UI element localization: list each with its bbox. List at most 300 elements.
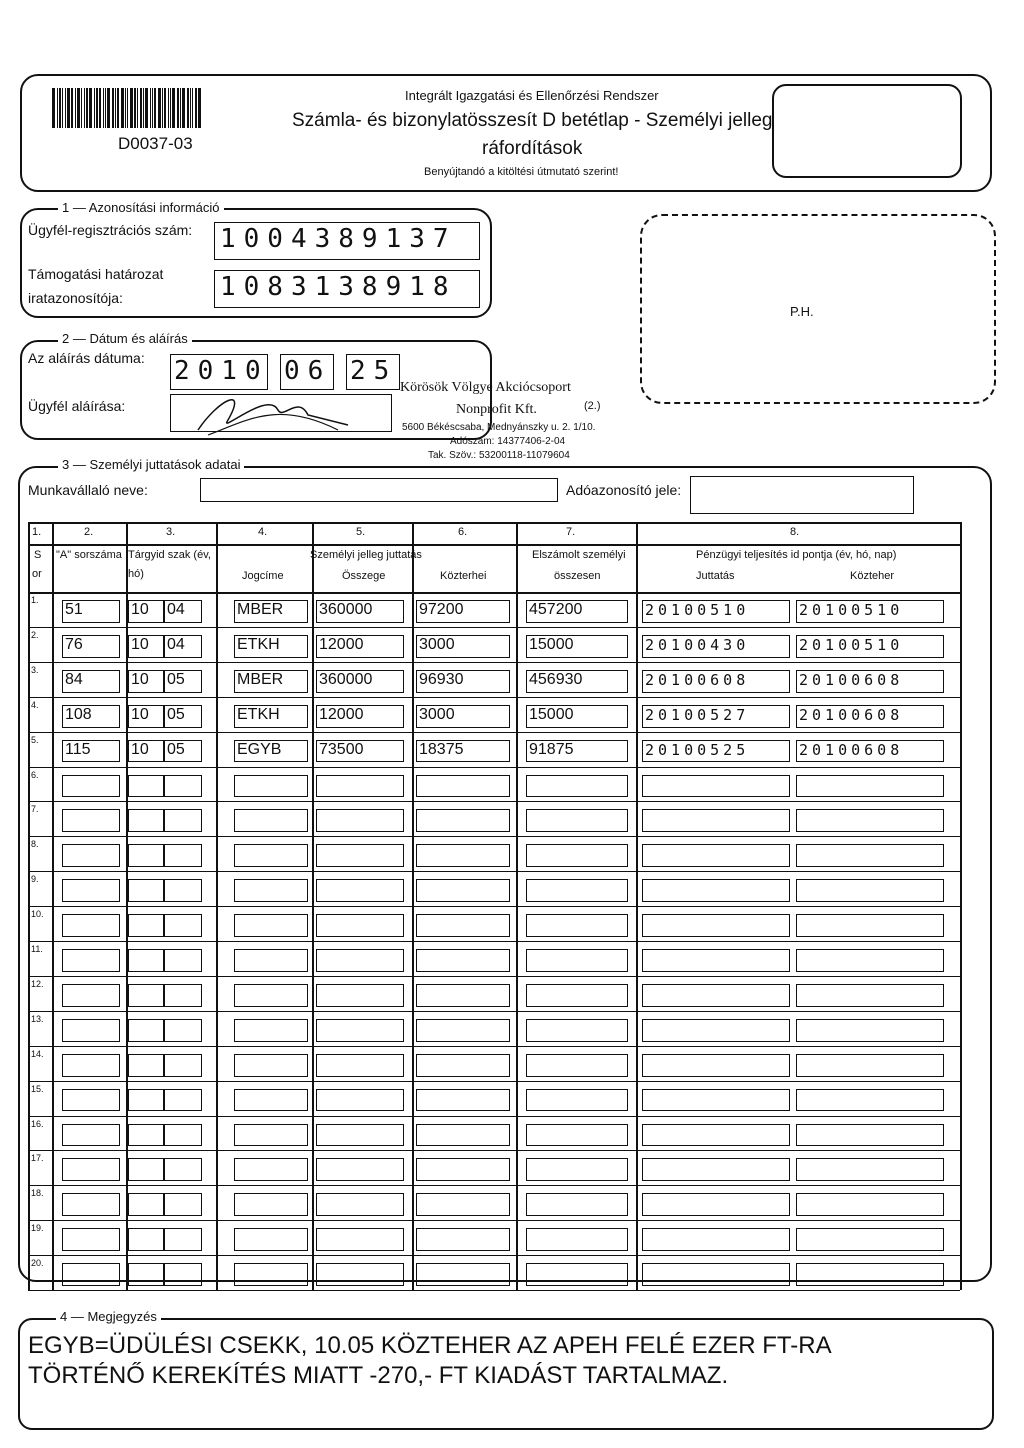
- stamp-line4: Adószám: 14377406-2-04: [450, 436, 566, 447]
- cell-value-m: 05: [167, 705, 185, 723]
- table-cell-elsz[interactable]: [526, 844, 628, 867]
- row-number: 10.: [31, 909, 44, 920]
- column-number: 1.: [32, 526, 42, 538]
- table-date-kd[interactable]: [796, 775, 944, 798]
- table-cell-m[interactable]: [164, 1054, 202, 1077]
- table-cell-ossz[interactable]: [316, 1124, 404, 1147]
- signature-scribble: [188, 380, 358, 440]
- barcode-bar: [94, 88, 95, 128]
- table-cell-y[interactable]: [128, 809, 164, 832]
- barcode-bar: [195, 88, 197, 128]
- remark-line1: EGYB=ÜDÜLÉSI CSEKK, 10.05 KÖZTEHER AZ APEH FELÉ EZER FT-RA: [28, 1332, 832, 1359]
- cell-value-koz: 96930: [419, 670, 464, 688]
- barcode-bar: [158, 88, 161, 128]
- table-cell-elsz[interactable]: [526, 879, 628, 902]
- table-date-kd[interactable]: [796, 1054, 944, 1077]
- cell-value-koz: 18375: [419, 740, 464, 758]
- table-cell-koz[interactable]: [416, 1228, 510, 1251]
- barcode-bar: [168, 88, 169, 128]
- table-cell-koz[interactable]: [416, 1158, 510, 1181]
- barcode-bar: [65, 88, 66, 128]
- table-date-jd[interactable]: [642, 809, 790, 832]
- table-cell-y[interactable]: [128, 1019, 164, 1042]
- table-cell-elsz[interactable]: [526, 1193, 628, 1216]
- table-cell-m[interactable]: [164, 844, 202, 867]
- date-year-value: 2010: [174, 356, 269, 386]
- table-cell-koz[interactable]: [416, 809, 510, 832]
- table-cell-elsz[interactable]: [526, 1054, 628, 1077]
- cell-value-ossz: 12000: [319, 705, 364, 723]
- table-date-kd[interactable]: [796, 1158, 944, 1181]
- barcode-bar: [89, 88, 92, 128]
- table-date-jd[interactable]: [642, 949, 790, 972]
- table-cell-m[interactable]: [164, 1193, 202, 1216]
- barcode-bar: [150, 88, 151, 128]
- row-number: 9.: [31, 874, 39, 885]
- table-cell-m[interactable]: [164, 949, 202, 972]
- barcode-bar: [130, 88, 133, 128]
- column-number: 5.: [356, 526, 366, 538]
- table-col-line: [960, 522, 962, 1290]
- cell-value-y: 10: [131, 601, 149, 618]
- tax-id-label: Adóazonosító jele:: [566, 482, 682, 498]
- table-cell-a[interactable]: [62, 775, 120, 798]
- row-number: 20.: [31, 1258, 44, 1269]
- date-value-jd: 20100525: [645, 740, 750, 759]
- barcode-bar: [125, 88, 126, 128]
- table-cell-m[interactable]: [164, 1263, 202, 1286]
- stamp-box-label: P.H.: [790, 304, 814, 319]
- table-cell-koz[interactable]: [416, 1019, 510, 1042]
- table-date-kd[interactable]: [796, 1263, 944, 1286]
- column-header-penzugyi: Pénzügyi teljesítés id pontja (év, hó, nap): [696, 549, 897, 561]
- table-cell-a[interactable]: [62, 844, 120, 867]
- row-number: 8.: [31, 839, 39, 850]
- table-cell-y[interactable]: [128, 984, 164, 1007]
- table-cell-y[interactable]: [128, 1228, 164, 1251]
- row-number: 6.: [31, 769, 39, 780]
- column-header-jogcime: Jogcíme: [242, 570, 284, 582]
- column-header-targyid_2: hó): [128, 568, 144, 580]
- barcode-bar: [117, 88, 119, 128]
- row-number: 2.: [31, 629, 39, 640]
- table-cell-jog[interactable]: [234, 1089, 308, 1112]
- column-header-kozteher: Közteher: [850, 570, 895, 582]
- table-cell-y[interactable]: [128, 879, 164, 902]
- table-cell-ossz[interactable]: [316, 984, 404, 1007]
- cell-value-ossz: 73500: [319, 740, 364, 758]
- cell-value-y: 10: [131, 670, 149, 688]
- table-cell-a[interactable]: [62, 879, 120, 902]
- table-cell-koz[interactable]: [416, 844, 510, 867]
- remark-line2: TÖRTÉNŐ KEREKÍTÉS MIATT -270,- FT KIADÁST TARTALMAZ.: [28, 1362, 729, 1389]
- stamp-line1: Körösök Völgye Akciócsoport: [400, 380, 571, 395]
- barcode-bar: [187, 88, 189, 128]
- table-cell-a[interactable]: [62, 1089, 120, 1112]
- barcode-bar: [67, 88, 70, 128]
- cell-value-koz: 3000: [419, 635, 455, 653]
- table-cell-elsz[interactable]: [526, 775, 628, 798]
- barcode: [52, 88, 262, 128]
- table-cell-ossz[interactable]: [316, 1089, 404, 1112]
- date-value-jd: 20100527: [645, 705, 750, 724]
- table-cell-ossz[interactable]: [316, 1228, 404, 1251]
- cell-value-a: 84: [65, 670, 83, 688]
- table-row-line: [28, 941, 960, 942]
- cell-value-jog: EGYB: [237, 740, 282, 758]
- decision-id-value: 1083138918: [220, 272, 457, 302]
- table-cell-elsz[interactable]: [526, 1158, 628, 1181]
- table-cell-elsz[interactable]: [526, 1019, 628, 1042]
- table-cell-elsz[interactable]: [526, 809, 628, 832]
- table-cell-koz[interactable]: [416, 1054, 510, 1077]
- table-cell-ossz[interactable]: [316, 879, 404, 902]
- barcode-bar: [192, 88, 193, 128]
- table-cell-y[interactable]: [128, 914, 164, 937]
- table-cell-koz[interactable]: [416, 914, 510, 937]
- table-cell-jog[interactable]: [234, 914, 308, 937]
- cell-value-m: 05: [167, 740, 185, 758]
- row-number: 5.: [31, 734, 39, 745]
- table-cell-m[interactable]: [164, 809, 202, 832]
- barcode-bar: [145, 88, 148, 128]
- table-cell-m[interactable]: [164, 1228, 202, 1251]
- barcode-bar: [103, 88, 104, 128]
- table-cell-elsz[interactable]: [526, 1228, 628, 1251]
- column-header-kozterhei: Közterhei: [440, 570, 487, 582]
- table-row-line: [28, 627, 960, 628]
- barcode-bar: [182, 88, 185, 128]
- column-number: 8.: [790, 526, 800, 538]
- table-date-jd[interactable]: [642, 1228, 790, 1251]
- cell-value-elsz: 456930: [529, 670, 583, 688]
- column-header-sorszam_b: or: [32, 568, 42, 580]
- date-value-kd: 20100510: [799, 601, 904, 619]
- table-cell-jog[interactable]: [234, 879, 308, 902]
- table-date-kd[interactable]: [796, 879, 944, 902]
- table-row-line: [28, 1150, 960, 1151]
- cell-value-jog: ETKH: [237, 705, 280, 723]
- barcode-bar: [198, 88, 201, 128]
- table-cell-jog[interactable]: [234, 1158, 308, 1181]
- table-cell-y[interactable]: [128, 1263, 164, 1286]
- table-row-line: [28, 732, 960, 733]
- table-cell-jog[interactable]: [234, 844, 308, 867]
- cell-value-y: 10: [131, 705, 149, 723]
- table-row-line: [28, 697, 960, 698]
- date-value-kd: 20100608: [799, 670, 904, 689]
- barcode-bar: [177, 88, 179, 128]
- stamp-line2b: (2.): [584, 400, 601, 412]
- barcode-bar: [84, 88, 85, 128]
- table-row-line: [28, 976, 960, 977]
- row-number: 13.: [31, 1013, 44, 1024]
- section3-legend: 3 — Személyi juttatások adatai: [58, 457, 244, 472]
- table-cell-ossz[interactable]: [316, 914, 404, 937]
- table-date-kd[interactable]: [796, 1019, 944, 1042]
- table-date-kd[interactable]: [796, 1124, 944, 1147]
- table-date-jd[interactable]: [642, 1019, 790, 1042]
- table-cell-y[interactable]: [128, 1158, 164, 1181]
- table-cell-a[interactable]: [62, 1193, 120, 1216]
- cell-value-y: 10: [131, 740, 149, 758]
- cell-value-elsz: 15000: [529, 635, 574, 653]
- cell-value-m: 04: [167, 635, 185, 653]
- date-value-kd: 20100510: [799, 635, 904, 654]
- date-value-jd: 20100430: [645, 635, 750, 654]
- table-cell-m[interactable]: [164, 914, 202, 937]
- table-cell-elsz[interactable]: [526, 1089, 628, 1112]
- barcode-bar: [96, 88, 98, 128]
- table-cell-y[interactable]: [128, 775, 164, 798]
- column-number: 7.: [566, 526, 576, 538]
- table-cell-m[interactable]: [164, 1158, 202, 1181]
- table-row-line: [28, 1185, 960, 1186]
- table-date-kd[interactable]: [796, 1193, 944, 1216]
- table-cell-jog[interactable]: [234, 1228, 308, 1251]
- cell-value-elsz: 91875: [529, 740, 574, 758]
- table-date-kd[interactable]: [796, 1089, 944, 1112]
- barcode-bar: [75, 88, 76, 128]
- table-cell-jog[interactable]: [234, 1124, 308, 1147]
- barcode-bar: [105, 88, 106, 128]
- table-row-line: [28, 1220, 960, 1221]
- column-number: 3.: [166, 526, 176, 538]
- cell-value-elsz: 457200: [529, 601, 583, 618]
- cell-value-jog: ETKH: [237, 635, 280, 653]
- table-cell-m[interactable]: [164, 879, 202, 902]
- column-header-targyid_1: Tárgyid szak (év,: [128, 549, 211, 561]
- table-date-jd[interactable]: [642, 1124, 790, 1147]
- row-number: 17.: [31, 1153, 44, 1164]
- table-cell-elsz[interactable]: [526, 914, 628, 937]
- section1-legend: 1 — Azonosítási információ: [58, 200, 224, 215]
- cell-value-a: 115: [65, 740, 91, 758]
- table-cell-koz[interactable]: [416, 984, 510, 1007]
- date-day-value: 25: [350, 356, 398, 386]
- table-cell-a[interactable]: [62, 1158, 120, 1181]
- table-date-jd[interactable]: [642, 1158, 790, 1181]
- table-row-line: [28, 522, 960, 524]
- client-id-label: Ügyfél-regisztrációs szám:: [28, 222, 193, 238]
- table-cell-ossz[interactable]: [316, 1019, 404, 1042]
- row-number: 7.: [31, 804, 39, 815]
- table-cell-a[interactable]: [62, 1124, 120, 1147]
- barcode-bar: [77, 88, 80, 128]
- table-cell-ossz[interactable]: [316, 775, 404, 798]
- table-date-jd[interactable]: [642, 1089, 790, 1112]
- barcode-bar: [143, 88, 144, 128]
- table-cell-ossz[interactable]: [316, 1263, 404, 1286]
- barcode-bar: [59, 88, 61, 128]
- cell-value-y: 10: [131, 635, 149, 653]
- table-cell-m[interactable]: [164, 1089, 202, 1112]
- table-row-line: [28, 662, 960, 663]
- table-cell-y[interactable]: [128, 1054, 164, 1077]
- cell-value-koz: 3000: [419, 705, 455, 723]
- date-value-kd: 20100608: [799, 740, 904, 759]
- table-cell-ossz[interactable]: [316, 1158, 404, 1181]
- stamp-line3: 5600 Békéscsaba, Mednyánszky u. 2. 1/10.: [402, 422, 596, 433]
- date-value-jd: 20100510: [645, 601, 750, 619]
- section2-legend: 2 — Dátum és aláírás: [58, 331, 192, 346]
- decision-label-1: Támogatási határozat: [28, 266, 164, 282]
- table-cell-m[interactable]: [164, 984, 202, 1007]
- row-number: 15.: [31, 1083, 44, 1094]
- table-cell-jog[interactable]: [234, 1193, 308, 1216]
- table-cell-elsz[interactable]: [526, 984, 628, 1007]
- table-row-line: [28, 871, 960, 872]
- column-number: 4.: [258, 526, 268, 538]
- table-cell-y[interactable]: [128, 1193, 164, 1216]
- table-cell-a[interactable]: [62, 984, 120, 1007]
- barcode-bar: [127, 88, 128, 128]
- signature-label: Ügyfél aláírása:: [28, 398, 126, 414]
- table-date-jd[interactable]: [642, 1193, 790, 1216]
- table-row-line: [28, 801, 960, 802]
- table-date-kd[interactable]: [796, 844, 944, 867]
- table-cell-a[interactable]: [62, 1228, 120, 1251]
- row-number: 1.: [31, 595, 39, 605]
- barcode-bar: [71, 88, 73, 128]
- table-cell-ossz[interactable]: [316, 844, 404, 867]
- table-cell-elsz[interactable]: [526, 949, 628, 972]
- table-cell-y[interactable]: [128, 1089, 164, 1112]
- row-number: 16.: [31, 1118, 44, 1129]
- table-date-kd[interactable]: [796, 949, 944, 972]
- table-cell-jog[interactable]: [234, 1263, 308, 1286]
- tax-id-field[interactable]: [690, 476, 914, 514]
- decision-label-2: iratazonosítója:: [28, 290, 123, 306]
- table-cell-elsz[interactable]: [526, 1263, 628, 1286]
- column-header-elszamolt_2: összesen: [554, 570, 601, 582]
- column-header-a_sorszam: "A" sorszáma: [56, 549, 122, 561]
- row-number: 12.: [31, 978, 44, 989]
- table-row-line: [28, 906, 960, 907]
- table-cell-y[interactable]: [128, 949, 164, 972]
- table-date-jd[interactable]: [642, 879, 790, 902]
- employee-name-field[interactable]: [200, 478, 558, 502]
- table-date-kd[interactable]: [796, 1228, 944, 1251]
- table-cell-ossz[interactable]: [316, 1054, 404, 1077]
- barcode-bar: [137, 88, 138, 128]
- section4-legend: 4 — Megjegyzés: [56, 1309, 161, 1324]
- cell-value-ossz: 12000: [319, 635, 364, 653]
- cell-value-jog: MBER: [237, 670, 284, 688]
- table-date-jd[interactable]: [642, 844, 790, 867]
- table-cell-jog[interactable]: [234, 1019, 308, 1042]
- table-row-line: [28, 767, 960, 768]
- client-id-value: 1004389137: [220, 224, 457, 254]
- column-header-elszamolt_1: Elszámolt személyi: [532, 549, 626, 561]
- table-cell-a[interactable]: [62, 949, 120, 972]
- stamp-line2: Nonprofit Kft.: [456, 402, 537, 417]
- table-cell-jog[interactable]: [234, 809, 308, 832]
- cell-value-a: 51: [65, 601, 83, 618]
- barcode-bar: [62, 88, 63, 128]
- table-cell-koz[interactable]: [416, 1089, 510, 1112]
- table-date-jd[interactable]: [642, 1263, 790, 1286]
- table-cell-elsz[interactable]: [526, 1124, 628, 1147]
- table-cell-ossz[interactable]: [316, 809, 404, 832]
- barcode-bar: [164, 88, 166, 128]
- table-cell-y[interactable]: [128, 844, 164, 867]
- barcode-bar: [140, 88, 142, 128]
- table-cell-a[interactable]: [62, 1019, 120, 1042]
- table-cell-ossz[interactable]: [316, 1193, 404, 1216]
- column-number: 2.: [84, 526, 94, 538]
- date-value-kd: 20100608: [799, 705, 904, 724]
- table-row-line: [28, 836, 960, 837]
- date-value-jd: 20100608: [645, 670, 750, 689]
- table-cell-m[interactable]: [164, 1019, 202, 1042]
- table-date-kd[interactable]: [796, 809, 944, 832]
- table-cell-a[interactable]: [62, 914, 120, 937]
- cell-value-koz: 97200: [419, 601, 464, 618]
- barcode-bar: [180, 88, 181, 128]
- cell-value-a: 76: [65, 635, 83, 653]
- table-cell-koz[interactable]: [416, 949, 510, 972]
- table-cell-m[interactable]: [164, 1124, 202, 1147]
- table-date-kd[interactable]: [796, 984, 944, 1007]
- table-cell-koz[interactable]: [416, 1124, 510, 1147]
- table-date-jd[interactable]: [642, 914, 790, 937]
- table-date-kd[interactable]: [796, 914, 944, 937]
- table-cell-a[interactable]: [62, 1054, 120, 1077]
- column-header-szemelyi: Személyi jelleg juttatás: [310, 549, 422, 561]
- table-cell-ossz[interactable]: [316, 949, 404, 972]
- barcode-bar: [162, 88, 163, 128]
- table-cell-koz[interactable]: [416, 1263, 510, 1286]
- table-date-jd[interactable]: [642, 1054, 790, 1077]
- table-cell-jog[interactable]: [234, 1054, 308, 1077]
- submission-note: Benyújtandó a kitöltési útmutató szerint!: [424, 166, 619, 178]
- table-cell-koz[interactable]: [416, 879, 510, 902]
- table-cell-jog[interactable]: [234, 984, 308, 1007]
- column-header-sorszam_a: S: [34, 549, 42, 561]
- cell-value-ossz: 360000: [319, 670, 373, 688]
- table-date-jd[interactable]: [642, 984, 790, 1007]
- column-number: 6.: [458, 526, 468, 538]
- barcode-bar: [190, 88, 191, 128]
- barcode-label: D0037-03: [118, 134, 193, 153]
- barcode-bar: [152, 88, 153, 128]
- cell-value-a: 108: [65, 705, 92, 723]
- table-cell-a[interactable]: [62, 1263, 120, 1286]
- cell-value-ossz: 360000: [319, 601, 373, 618]
- table-cell-y[interactable]: [128, 1124, 164, 1147]
- form-title-line2: ráfordítások: [482, 138, 583, 159]
- table-row-line: [28, 1011, 960, 1012]
- barcode-bar: [107, 88, 110, 128]
- table-cell-jog[interactable]: [234, 775, 308, 798]
- table-row-line: [28, 592, 960, 594]
- cell-value-m: 05: [167, 670, 185, 688]
- table-cell-koz[interactable]: [416, 1193, 510, 1216]
- row-number: 3.: [31, 664, 39, 675]
- stamp-box: [640, 214, 996, 404]
- cell-value-jog: MBER: [237, 601, 284, 618]
- table-cell-m[interactable]: [164, 775, 202, 798]
- table-date-jd[interactable]: [642, 775, 790, 798]
- table-cell-jog[interactable]: [234, 949, 308, 972]
- table-cell-a[interactable]: [62, 809, 120, 832]
- table-row-line: [28, 1290, 960, 1291]
- table-row-line: [28, 544, 960, 546]
- cell-value-elsz: 15000: [529, 705, 574, 723]
- table-row-line: [28, 1046, 960, 1047]
- table-cell-koz[interactable]: [416, 775, 510, 798]
